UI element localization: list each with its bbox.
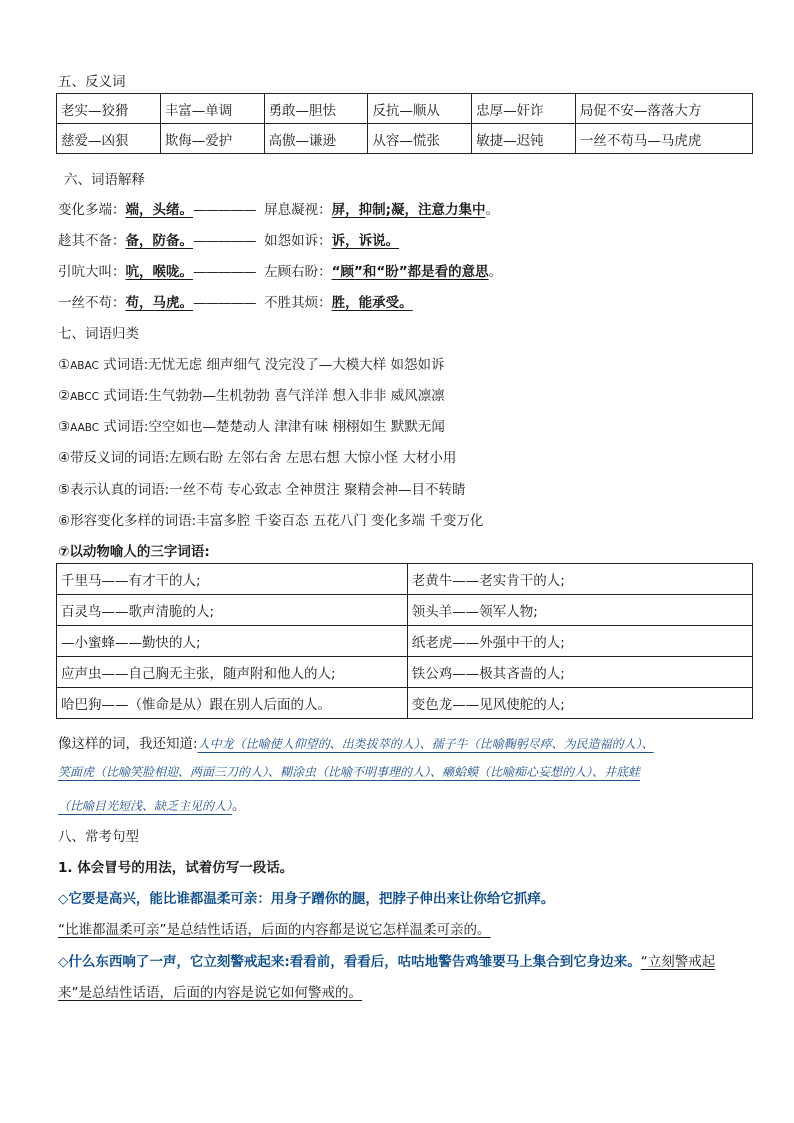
animal-metaphor: 应声虫——自己胸无主张，随声附和他人的人; [57, 657, 408, 688]
category-text: 形容变化多样的词语:丰富多腔 千姿百态 五花八门 变化多端 千变万化 [70, 513, 484, 529]
definition-right: 胜，能承受。 [331, 295, 413, 311]
category-text: 式词语:空空如也—楚楚动人 津津有味 栩栩如生 默默无闻 [99, 419, 445, 435]
know-line-3 [58, 794, 246, 814]
antonym-pair: 一丝不苟马—马虎虎 [575, 124, 752, 154]
example-1-note: “比谁都温柔可亲”是总结性话语，后面的内容都是说它怎样温柔可亲的。 [58, 922, 491, 938]
animal-row [57, 626, 753, 657]
pattern-tag: AABC [70, 422, 100, 434]
antonym-row [57, 124, 753, 154]
category-row-4 [58, 446, 456, 466]
dash-separator: ————— [193, 264, 256, 280]
item-number: ① [58, 357, 71, 373]
definition-row-1 [58, 198, 499, 218]
definition-left: 端，头绪。 [125, 202, 193, 218]
animal-metaphor: 铁公鸡——极其吝啬的人; [407, 657, 752, 688]
period: 。 [485, 202, 499, 218]
animal-row [57, 564, 753, 595]
pattern-tag: ABCC [70, 391, 99, 403]
antonym-pair: 丰富—单调 [160, 94, 264, 124]
section-7-title: 七、词语归类 [58, 326, 139, 342]
antonym-pair: 欺侮—爱护 [160, 124, 264, 154]
item-number: ③ [58, 419, 71, 435]
antonym-pair: 局促不安—落落大方 [575, 94, 752, 124]
dash-separator: ————— [193, 202, 256, 218]
animal-metaphor: —小蜜蜂——勤快的人; [57, 626, 408, 657]
category-row-2 [58, 384, 445, 404]
handwritten-answer: 笑面虎（比喻笑脸相迎、两面三刀的人）、糊涂虫（比喻不明事理的人）、癞蛤蟆（比喻痴心妄想的人）、井底蛙 [58, 765, 641, 779]
category-row-6 [58, 509, 483, 529]
definition-left: 吭，喉咙。 [125, 264, 193, 280]
item-number: ⑤ [58, 482, 71, 498]
word-left: 变化多端： [58, 202, 126, 218]
animal-metaphor: 哈巴狗——（惟命是从）跟在别人后面的人。 [57, 688, 408, 719]
animal-metaphor: 变色龙——见风使舵的人; [407, 688, 752, 719]
antonym-pair: 勇敢—胆怯 [264, 94, 368, 124]
definition-left: 苟，马虎。 [125, 295, 193, 311]
section-8-title: 八、常考句型 [58, 829, 139, 845]
definition-row-4 [58, 291, 413, 311]
definition-right: 屏，抑制;凝，注意力集中 [331, 202, 486, 218]
antonym-pair: 敏捷—迟钝 [472, 124, 576, 154]
example-2-note-end: 来”是总结性话语，后面的内容是说它如何警戒的。 [58, 985, 362, 1001]
item-number: ⑥ [58, 513, 71, 529]
pattern-tag: ABAC [70, 360, 99, 372]
section-5-title: 五、反义词 [58, 74, 126, 90]
category-text: 式词语:无忧无虑 细声细气 没完没了—大模大样 如怨如诉 [98, 357, 445, 373]
animal-metaphor: 领头羊——领军人物; [407, 595, 752, 626]
definition-right: 诉，诉说。 [331, 233, 400, 249]
period: 。 [488, 264, 503, 280]
animal-metaphor-table [56, 563, 753, 719]
handwritten-answer: （比喻目光短浅、缺乏主见的人） [58, 799, 233, 813]
item-number: ② [58, 388, 71, 404]
antonym-pair: 慈爱—凶狠 [57, 124, 161, 154]
word-right: 左顾右盼： [264, 264, 332, 280]
know-line-1 [58, 732, 654, 752]
antonym-table [56, 93, 753, 154]
animal-metaphor: 纸老虎——外强中干的人; [407, 626, 752, 657]
word-right: 不胜其烦： [264, 295, 332, 311]
definition-right: “顾”和“盼”都是看的意思 [331, 264, 489, 280]
animal-row [57, 595, 753, 626]
period: 。 [232, 798, 246, 814]
category-text: 带反义词的词语:左顾右盼 左邻右舍 左思右想 大惊小怪 大材小用 [70, 450, 457, 466]
antonym-pair: 忠厚—奸诈 [472, 94, 576, 124]
item-number: ④ [58, 450, 71, 466]
antonym-pair: 从容—慌张 [368, 124, 472, 154]
word-right: 屏息凝视： [264, 202, 332, 218]
category-text: 表示认真的词语:一丝不苟 专心致志 全神贯注 聚精会神—目不转睛 [70, 482, 466, 498]
definition-row-3 [58, 260, 502, 280]
word-left: 引吭大叫： [58, 264, 126, 280]
word-right: 如怨如诉： [264, 233, 332, 249]
word-left: 趁其不备： [58, 233, 126, 249]
antonym-row [57, 94, 753, 124]
example-2-sentence: ◇什么东西响了一声，它立刻警戒起来:看看前，看看后，咕咕地警告鸡雏要马上集合到它身边来。 [58, 954, 641, 970]
know-prefix: 像这样的词，我还知道: [58, 736, 198, 752]
animal-metaphor: 百灵鸟——歌声清脆的人; [57, 595, 408, 626]
animal-row [57, 657, 753, 688]
handwritten-answer: 人中龙（比喻使人仰望的、出类拔萃的人）、孺子牛（比喻鞠躬尽瘁、为民造福的人）、 [197, 737, 654, 751]
example-2-note-start: “立刻警戒起 [640, 954, 716, 970]
word-left: 一丝不苟： [58, 295, 126, 311]
section-6-title: 六、词语解释 [64, 172, 145, 188]
example-2 [58, 950, 715, 970]
animal-words-title: ⑦以动物喻人的三字词语: [58, 544, 210, 560]
know-line-2 [58, 763, 640, 780]
category-row-1 [58, 353, 445, 373]
dash-separator: ————— [193, 233, 256, 249]
definition-row-2 [58, 229, 399, 249]
animal-metaphor: 千里马——有才干的人; [57, 564, 408, 595]
category-text: 式词语:生气勃勃—生机勃勃 喜气洋洋 想入非非 威风凛凛 [98, 388, 445, 404]
antonym-pair: 老实—狡猾 [57, 94, 161, 124]
antonym-pair: 反抗—顺从 [368, 94, 472, 124]
definition-left: 备，防备。 [125, 233, 193, 249]
antonym-pair: 高傲—谦逊 [264, 124, 368, 154]
category-row-3 [58, 415, 445, 435]
dash-separator: ————— [193, 295, 256, 311]
animal-row [57, 688, 753, 719]
animal-metaphor: 老黄牛——老实肯干的人; [407, 564, 752, 595]
example-1: ◇它要是高兴，能比谁都温柔可亲：用身子蹭你的腿，把脖子伸出来让你给它抓痒。 [58, 891, 555, 907]
question-1: 1. 体会冒号的用法，试着仿写一段话。 [58, 860, 294, 876]
category-row-5 [58, 478, 466, 498]
